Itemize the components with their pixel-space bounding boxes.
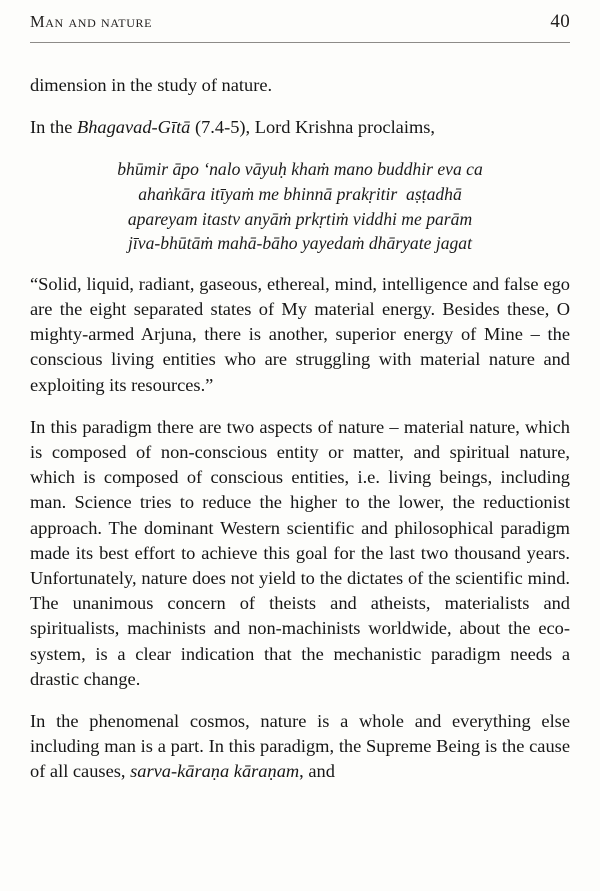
verse-line-3: apareyam itastv anyāṁ prkṛtiṁ viddhi me parām — [127, 208, 473, 229]
verse-line-4: jīva-bhūtāṁ mahā-bāho yayedaṁ dhāryate jagat — [128, 233, 472, 254]
gita-intro-before: In the — [30, 117, 77, 138]
cosmos-before: In the phenomenal cosmos, nature is a whole and everything else including man is a part. In this paradigm, the Supreme Being is the cause of all causes, — [30, 711, 570, 782]
header-rule — [30, 42, 570, 43]
page-number: 40 — [550, 11, 570, 32]
sanskrit-verse-block — [30, 157, 570, 255]
cosmos-after: , and — [299, 761, 335, 782]
verse-line-2: ahaṅkāra itīyaṁ me bhinnā prakṛitir aṣṭadhā — [138, 184, 462, 204]
running-header — [30, 0, 570, 39]
paragraph-gita-intro — [30, 115, 570, 140]
sanskrit-term-sarva-karana: sarva-kāraṇa kāraṇam — [130, 761, 300, 782]
book-title-bhagavad-gita: Bhagavad-Gītā — [76, 117, 191, 138]
paragraph-translation-quote: “Solid, liquid, radiant, gaseous, ethereal, mind, intelligence and false ego are the eight separated states of My material energy. Besides these, O mighty-armed Arjuna, there is another, superior energy of Mine – the conscious living entities who are struggling with material nature and exploiting its resources.” — [30, 273, 570, 395]
verse-line-1: bhūmir āpo ‘nalo vāyuḥ khaṁ mano buddhir eva ca — [117, 159, 483, 180]
paragraph-phenomenal-cosmos — [30, 709, 570, 785]
running-header-title: Man and nature — [30, 12, 152, 31]
paragraph-continuation: dimension in the study of nature. — [30, 75, 273, 95]
page-body — [30, 73, 570, 785]
gita-intro-after: (7.4-5), Lord Krishna proclaims, — [190, 117, 436, 138]
paragraph-two-aspects: In this paradigm there are two aspects of nature – material nature, which is composed of non-conscious entity or matter, and spiritual nature, which is composed of conscious entities, i.e. living beings, including man. Science tries to reduce the higher to the lower, the reductionist approach. The dominant Western scientific and philosophical paradigm made its best effort to achieve this goal for the last two thousand years. Unfortunately, nature does not yield to the dictates of the scientific mind. The unanimous concern of theists and atheists, materialists and spiritualists, machinists and non-machinists worldwide, about the eco-system, is a clear indication that the mechanistic paradigm needs a drastic change. — [30, 416, 570, 689]
